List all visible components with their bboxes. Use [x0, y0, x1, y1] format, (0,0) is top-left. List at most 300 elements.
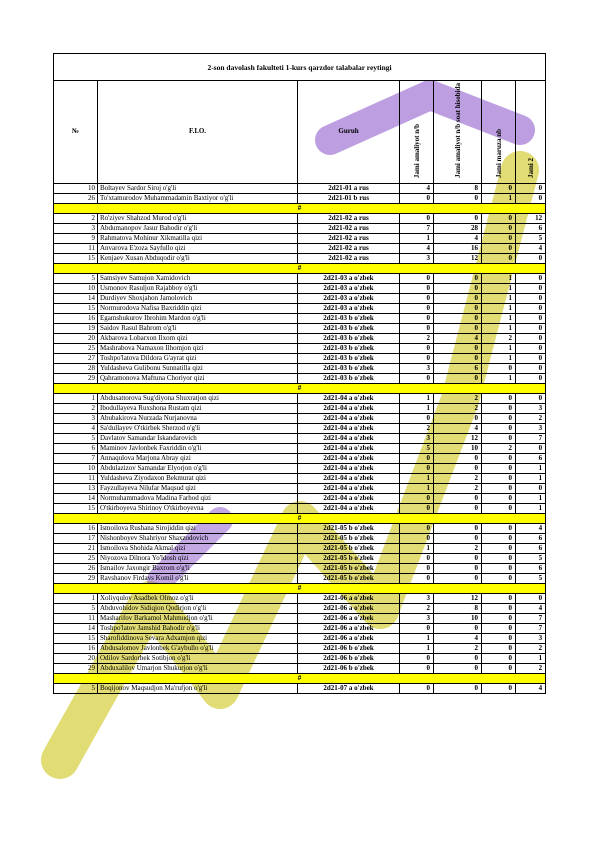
- table-row: [54, 293, 546, 303]
- total-twos: 1: [516, 503, 546, 513]
- practice-absence-hours: 4: [434, 633, 482, 643]
- group-name: 2d21-02 a rus: [298, 223, 400, 233]
- row-number: 25: [54, 343, 98, 353]
- row-number: 15: [54, 303, 98, 313]
- student-name: Rahmatova Mohinur Xikmatilla qizi: [98, 233, 298, 243]
- total-twos: 5: [516, 233, 546, 243]
- student-name: Sa'dullayev O'tkirbek Sherzod o'g'li: [98, 423, 298, 433]
- row-number: 14: [54, 293, 98, 303]
- total-twos: 5: [516, 553, 546, 563]
- group-name: 2d21-03 a o'zbek: [298, 283, 400, 293]
- total-twos: 1: [516, 463, 546, 473]
- group-name: 2d21-03 b o'zbek: [298, 353, 400, 363]
- row-number: 11: [54, 613, 98, 623]
- row-number: 16: [54, 523, 98, 533]
- practice-absences: 7: [400, 223, 434, 233]
- practice-absences: 0: [400, 533, 434, 543]
- student-name: Normuhammadova Madina Farhod qizi: [98, 493, 298, 503]
- practice-absence-hours: 2: [434, 543, 482, 553]
- total-twos: 0: [516, 293, 546, 303]
- lecture-absences: 0: [482, 603, 516, 613]
- student-name: Niyozova Dilnora Yo'ldosh qizi: [98, 553, 298, 563]
- practice-absence-hours: 0: [434, 293, 482, 303]
- separator-mark: #: [54, 513, 546, 523]
- group-name: 2d21-01 a rus: [298, 183, 400, 193]
- lecture-absences: 2: [482, 443, 516, 453]
- practice-absence-hours: 0: [434, 683, 482, 693]
- student-name: Normurodova Nafisa Baxriddin qizi: [98, 303, 298, 313]
- row-number: 10: [54, 283, 98, 293]
- group-name: 2d21-03 b o'zbek: [298, 333, 400, 343]
- practice-absences: 0: [400, 273, 434, 283]
- practice-absence-hours: 0: [434, 463, 482, 473]
- table-row: [54, 233, 546, 243]
- header-c3-cell: [482, 81, 516, 184]
- total-twos: 1: [516, 493, 546, 503]
- group-name: 2d21-07 a o'zbek: [298, 683, 400, 693]
- student-name: Abubakirova Nurzada Nurjanovna: [98, 413, 298, 423]
- lecture-absences: 0: [482, 543, 516, 553]
- group-name: 2d21-02 a rus: [298, 213, 400, 223]
- row-number: 10: [54, 463, 98, 473]
- lecture-absences: 0: [482, 593, 516, 603]
- group-name: 2d21-06 a o'zbek: [298, 613, 400, 623]
- total-twos: 3: [516, 403, 546, 413]
- total-twos: 6: [516, 223, 546, 233]
- total-twos: 0: [516, 273, 546, 283]
- practice-absence-hours: 4: [434, 233, 482, 243]
- separator-mark: #: [54, 263, 546, 273]
- student-name: Toshpo'latova Dildora G'ayrat qizi: [98, 353, 298, 363]
- row-number: 2: [54, 403, 98, 413]
- header-c1: Jami amaliyot n/b: [412, 123, 421, 178]
- practice-absences: 1: [400, 483, 434, 493]
- practice-absences: 0: [400, 303, 434, 313]
- practice-absences: 0: [400, 573, 434, 583]
- practice-absences: 1: [400, 633, 434, 643]
- total-twos: 0: [516, 193, 546, 203]
- total-twos: 2: [516, 663, 546, 673]
- practice-absences: 1: [400, 643, 434, 653]
- row-number: 17: [54, 533, 98, 543]
- row-number: 15: [54, 503, 98, 513]
- group-name: 2d21-06 a o'zbek: [298, 633, 400, 643]
- table-row: [54, 313, 546, 323]
- total-twos: 6: [516, 543, 546, 553]
- total-twos: 1: [516, 653, 546, 663]
- row-number: 11: [54, 243, 98, 253]
- total-twos: 4: [516, 523, 546, 533]
- lecture-absences: 0: [482, 213, 516, 223]
- table-row: [54, 303, 546, 313]
- group-separator: [54, 383, 546, 393]
- practice-absences: 0: [400, 623, 434, 633]
- lecture-absences: 0: [482, 233, 516, 243]
- practice-absence-hours: 0: [434, 323, 482, 333]
- lecture-absences: 1: [482, 373, 516, 383]
- practice-absence-hours: 2: [434, 403, 482, 413]
- practice-absences: 0: [400, 293, 434, 303]
- lecture-absences: 0: [482, 223, 516, 233]
- practice-absences: 0: [400, 663, 434, 673]
- total-twos: 3: [516, 423, 546, 433]
- table-row: [54, 403, 546, 413]
- practice-absences: 0: [400, 193, 434, 203]
- practice-absence-hours: 0: [434, 283, 482, 293]
- title-row: [54, 54, 546, 81]
- total-twos: 0: [516, 393, 546, 403]
- practice-absence-hours: 0: [434, 523, 482, 533]
- lecture-absences: 1: [482, 293, 516, 303]
- row-number: 16: [54, 313, 98, 323]
- table-row: [54, 283, 546, 293]
- total-twos: 4: [516, 683, 546, 693]
- row-number: 14: [54, 493, 98, 503]
- student-name: Abdumanopov Jasur Bahodir o'g'li: [98, 223, 298, 233]
- table-row: [54, 543, 546, 553]
- practice-absence-hours: 0: [434, 313, 482, 323]
- lecture-absences: 1: [482, 343, 516, 353]
- total-twos: 7: [516, 623, 546, 633]
- table-row: [54, 603, 546, 613]
- separator-mark: #: [54, 583, 546, 593]
- total-twos: 0: [516, 343, 546, 353]
- group-name: 2d21-04 a o'zbek: [298, 463, 400, 473]
- table-row: [54, 553, 546, 563]
- lecture-absences: 0: [482, 653, 516, 663]
- table-row: [54, 663, 546, 673]
- table-row: [54, 363, 546, 373]
- row-number: 28: [54, 363, 98, 373]
- row-number: 21: [54, 543, 98, 553]
- table-row: [54, 573, 546, 583]
- row-number: 5: [54, 603, 98, 613]
- group-name: 2d21-03 a o'zbek: [298, 293, 400, 303]
- total-twos: 0: [516, 253, 546, 263]
- practice-absences: 0: [400, 653, 434, 663]
- lecture-absences: 0: [482, 503, 516, 513]
- total-twos: 4: [516, 243, 546, 253]
- group-name: 2d21-04 a o'zbek: [298, 503, 400, 513]
- student-name: Davlatov Samandar Iskandarovich: [98, 433, 298, 443]
- practice-absence-hours: 12: [434, 253, 482, 263]
- practice-absences: 3: [400, 433, 434, 443]
- practice-absence-hours: 10: [434, 613, 482, 623]
- practice-absence-hours: 0: [434, 663, 482, 673]
- practice-absences: 0: [400, 683, 434, 693]
- practice-absences: 0: [400, 523, 434, 533]
- row-number: 1: [54, 593, 98, 603]
- separator-mark: #: [54, 673, 546, 683]
- table-row: [54, 463, 546, 473]
- group-name: 2d21-04 a o'zbek: [298, 413, 400, 423]
- practice-absence-hours: 0: [434, 373, 482, 383]
- group-name: 2d21-03 b o'zbek: [298, 343, 400, 353]
- row-number: 11: [54, 473, 98, 483]
- group-name: 2d21-04 a o'zbek: [298, 393, 400, 403]
- practice-absence-hours: 0: [434, 343, 482, 353]
- practice-absences: 2: [400, 333, 434, 343]
- practice-absences: 3: [400, 593, 434, 603]
- table-row: [54, 613, 546, 623]
- practice-absence-hours: 0: [434, 453, 482, 463]
- student-name: Mashrabova Namaxon Ilhomjon qizi: [98, 343, 298, 353]
- total-twos: 0: [516, 443, 546, 453]
- practice-absence-hours: 0: [434, 533, 482, 543]
- total-twos: 0: [516, 593, 546, 603]
- student-name: Sharofiddinova Sevara Adxamjon qizi: [98, 633, 298, 643]
- row-number: 1: [54, 393, 98, 403]
- row-number: 5: [54, 683, 98, 693]
- lecture-absences: 0: [482, 493, 516, 503]
- student-name: Egamshukurov Ibrohim Mardon o'g'li: [98, 313, 298, 323]
- row-number: 5: [54, 433, 98, 443]
- total-twos: 12: [516, 213, 546, 223]
- header-c4: Jami 2: [526, 157, 535, 178]
- group-name: 2d21-03 a o'zbek: [298, 273, 400, 283]
- student-name: Toshpo'latov Jamshid Bahodir o'g'li: [98, 623, 298, 633]
- header-group: Guruh: [298, 81, 400, 184]
- row-number: 4: [54, 423, 98, 433]
- practice-absences: 0: [400, 343, 434, 353]
- row-number: 20: [54, 333, 98, 343]
- student-name: Abdusalomov Javlonbek G'aybullo o'g'li: [98, 643, 298, 653]
- lecture-absences: 0: [482, 413, 516, 423]
- total-twos: 3: [516, 633, 546, 643]
- row-number: 19: [54, 323, 98, 333]
- group-name: 2d21-04 a o'zbek: [298, 453, 400, 463]
- student-name: To'xtamurodov Muhammadamin Baxtiyor o'g'li: [98, 193, 298, 203]
- table-row: [54, 343, 546, 353]
- lecture-absences: 0: [482, 533, 516, 543]
- student-name: Qahramonova Maftuna Choriyor qizi: [98, 373, 298, 383]
- student-name: Odilov Sardorbek Sotibjon o'g'li: [98, 653, 298, 663]
- practice-absences: 0: [400, 373, 434, 383]
- lecture-absences: 1: [482, 273, 516, 283]
- practice-absence-hours: 0: [434, 623, 482, 633]
- lecture-absences: 0: [482, 463, 516, 473]
- total-twos: 0: [516, 353, 546, 363]
- practice-absence-hours: 4: [434, 423, 482, 433]
- student-name: Akbarova Lobarxon Ilxom qizi: [98, 333, 298, 343]
- lecture-absences: 0: [482, 643, 516, 653]
- student-name: Usmonov Rasuljon Rajabboy o'g'li: [98, 283, 298, 293]
- practice-absences: 1: [400, 473, 434, 483]
- table-row: [54, 353, 546, 363]
- student-name: Masharifov Barkamol Mahmudjon o'g'li: [98, 613, 298, 623]
- total-twos: 0: [516, 183, 546, 193]
- practice-absence-hours: 0: [434, 413, 482, 423]
- practice-absence-hours: 0: [434, 273, 482, 283]
- student-name: Saidov Rasul Bahrom o'g'li: [98, 323, 298, 333]
- row-number: 7: [54, 453, 98, 463]
- lecture-absences: 1: [482, 283, 516, 293]
- student-name: Boqijonov Maqsudjon Ma'rufjon o'g'li: [98, 683, 298, 693]
- practice-absence-hours: 2: [434, 643, 482, 653]
- total-twos: 6: [516, 563, 546, 573]
- student-name: Maminov Javlonbek Faxriddin o'g'li: [98, 443, 298, 453]
- practice-absences: 1: [400, 543, 434, 553]
- practice-absences: 0: [400, 553, 434, 563]
- table-row: [54, 523, 546, 533]
- total-twos: 4: [516, 603, 546, 613]
- table-row: [54, 273, 546, 283]
- group-name: 2d21-02 a rus: [298, 253, 400, 263]
- group-separator: [54, 203, 546, 213]
- student-name: Ibodullayeva Ruxshona Rustam qizi: [98, 403, 298, 413]
- row-number: 25: [54, 553, 98, 563]
- practice-absences: 0: [400, 283, 434, 293]
- group-name: 2d21-04 a o'zbek: [298, 433, 400, 443]
- practice-absence-hours: 6: [434, 363, 482, 373]
- lecture-absences: 1: [482, 313, 516, 323]
- lecture-absences: 1: [482, 323, 516, 333]
- group-name: 2d21-05 b o'zbek: [298, 543, 400, 553]
- lecture-absences: 0: [482, 483, 516, 493]
- header-c3: Jami maruza nb: [494, 128, 503, 178]
- group-name: 2d21-06 b o'zbek: [298, 643, 400, 653]
- practice-absences: 0: [400, 563, 434, 573]
- row-number: 9: [54, 233, 98, 243]
- row-number: 2: [54, 213, 98, 223]
- table-row: [54, 223, 546, 233]
- practice-absences: 0: [400, 323, 434, 333]
- group-name: 2d21-03 a o'zbek: [298, 303, 400, 313]
- group-name: 2d21-05 b o'zbek: [298, 533, 400, 543]
- practice-absences: 0: [400, 463, 434, 473]
- practice-absences: 0: [400, 413, 434, 423]
- row-number: 27: [54, 353, 98, 363]
- lecture-absences: 0: [482, 453, 516, 463]
- lecture-absences: 0: [482, 523, 516, 533]
- row-number: 14: [54, 623, 98, 633]
- practice-absence-hours: 0: [434, 553, 482, 563]
- practice-absence-hours: 0: [434, 493, 482, 503]
- lecture-absences: 0: [482, 393, 516, 403]
- practice-absence-hours: 8: [434, 603, 482, 613]
- practice-absences: 4: [400, 183, 434, 193]
- group-name: 2d21-04 a o'zbek: [298, 473, 400, 483]
- lecture-absences: 0: [482, 473, 516, 483]
- practice-absence-hours: 0: [434, 213, 482, 223]
- row-number: 3: [54, 223, 98, 233]
- practice-absence-hours: 2: [434, 393, 482, 403]
- group-name: 2d21-04 a o'zbek: [298, 483, 400, 493]
- table-row: [54, 433, 546, 443]
- table-row: [54, 533, 546, 543]
- student-name: Yuldasheva Ziyodaxon Bekmurat qizi: [98, 473, 298, 483]
- group-name: 2d21-06 a o'zbek: [298, 603, 400, 613]
- practice-absence-hours: 16: [434, 243, 482, 253]
- lecture-absences: 0: [482, 613, 516, 623]
- lecture-absences: 2: [482, 333, 516, 343]
- lecture-absences: 0: [482, 253, 516, 263]
- header-fio: F.I.O.: [98, 81, 298, 184]
- row-number: 13: [54, 483, 98, 493]
- sheet-title: 2-son davolash fakulteti 1-kurs qarzdor talabalar reytingi: [54, 54, 546, 81]
- student-name: Kenjaev Xusan Abduqodir o'g'li: [98, 253, 298, 263]
- practice-absence-hours: 0: [434, 303, 482, 313]
- practice-absences: 1: [400, 233, 434, 243]
- group-name: 2d21-04 a o'zbek: [298, 403, 400, 413]
- total-twos: 1: [516, 473, 546, 483]
- total-twos: 0: [516, 323, 546, 333]
- group-name: 2d21-05 b o'zbek: [298, 553, 400, 563]
- row-number: 26: [54, 563, 98, 573]
- student-name: Fayzullayeva Nilufar Maqsud qizi: [98, 483, 298, 493]
- practice-absences: 2: [400, 603, 434, 613]
- separator-mark: #: [54, 203, 546, 213]
- header-row: [54, 81, 546, 184]
- lecture-absences: 0: [482, 573, 516, 583]
- practice-absences: 4: [400, 243, 434, 253]
- table-row: [54, 413, 546, 423]
- practice-absence-hours: 0: [434, 653, 482, 663]
- practice-absence-hours: 0: [434, 193, 482, 203]
- header-num: №: [54, 81, 98, 184]
- lecture-absences: 0: [482, 183, 516, 193]
- total-twos: 0: [516, 373, 546, 383]
- table-row: [54, 393, 546, 403]
- table-row: [54, 443, 546, 453]
- total-twos: 0: [516, 283, 546, 293]
- student-name: Abdusattorova Sug'diyona Shuxratjon qizi: [98, 393, 298, 403]
- table-row: [54, 323, 546, 333]
- header-c4-cell: [516, 81, 546, 184]
- header-c1-cell: [400, 81, 434, 184]
- practice-absences: 3: [400, 253, 434, 263]
- practice-absences: 0: [400, 213, 434, 223]
- lecture-absences: 0: [482, 663, 516, 673]
- practice-absences: 0: [400, 503, 434, 513]
- table-row: [54, 193, 546, 203]
- lecture-absences: 0: [482, 423, 516, 433]
- table-row: [54, 653, 546, 663]
- student-name: Samsiyev Samujon Xamidovich: [98, 273, 298, 283]
- table-row: [54, 373, 546, 383]
- table-row: [54, 213, 546, 223]
- practice-absences: 1: [400, 403, 434, 413]
- lecture-absences: 0: [482, 683, 516, 693]
- row-number: 5: [54, 273, 98, 283]
- practice-absences: 0: [400, 313, 434, 323]
- total-twos: 0: [516, 313, 546, 323]
- table-row: [54, 243, 546, 253]
- group-separator: [54, 513, 546, 523]
- group-name: 2d21-05 b o'zbek: [298, 573, 400, 583]
- practice-absences: 2: [400, 423, 434, 433]
- practice-absence-hours: 0: [434, 353, 482, 363]
- row-number: 6: [54, 443, 98, 453]
- total-twos: 6: [516, 533, 546, 543]
- lecture-absences: 0: [482, 633, 516, 643]
- student-name: Ismailov Jaxongir Baxrom o'g'li: [98, 563, 298, 573]
- row-number: 29: [54, 663, 98, 673]
- lecture-absences: 0: [482, 623, 516, 633]
- group-separator: [54, 673, 546, 683]
- total-twos: 6: [516, 453, 546, 463]
- table-row: [54, 493, 546, 503]
- row-number: 16: [54, 643, 98, 653]
- row-number: 10: [54, 183, 98, 193]
- student-name: Abduvohidov Sidiqjon Qodirjon o'g'li: [98, 603, 298, 613]
- practice-absence-hours: 0: [434, 503, 482, 513]
- lecture-absences: 0: [482, 403, 516, 413]
- table-row: [54, 483, 546, 493]
- row-number: 15: [54, 253, 98, 263]
- total-twos: 0: [516, 333, 546, 343]
- table-row: [54, 563, 546, 573]
